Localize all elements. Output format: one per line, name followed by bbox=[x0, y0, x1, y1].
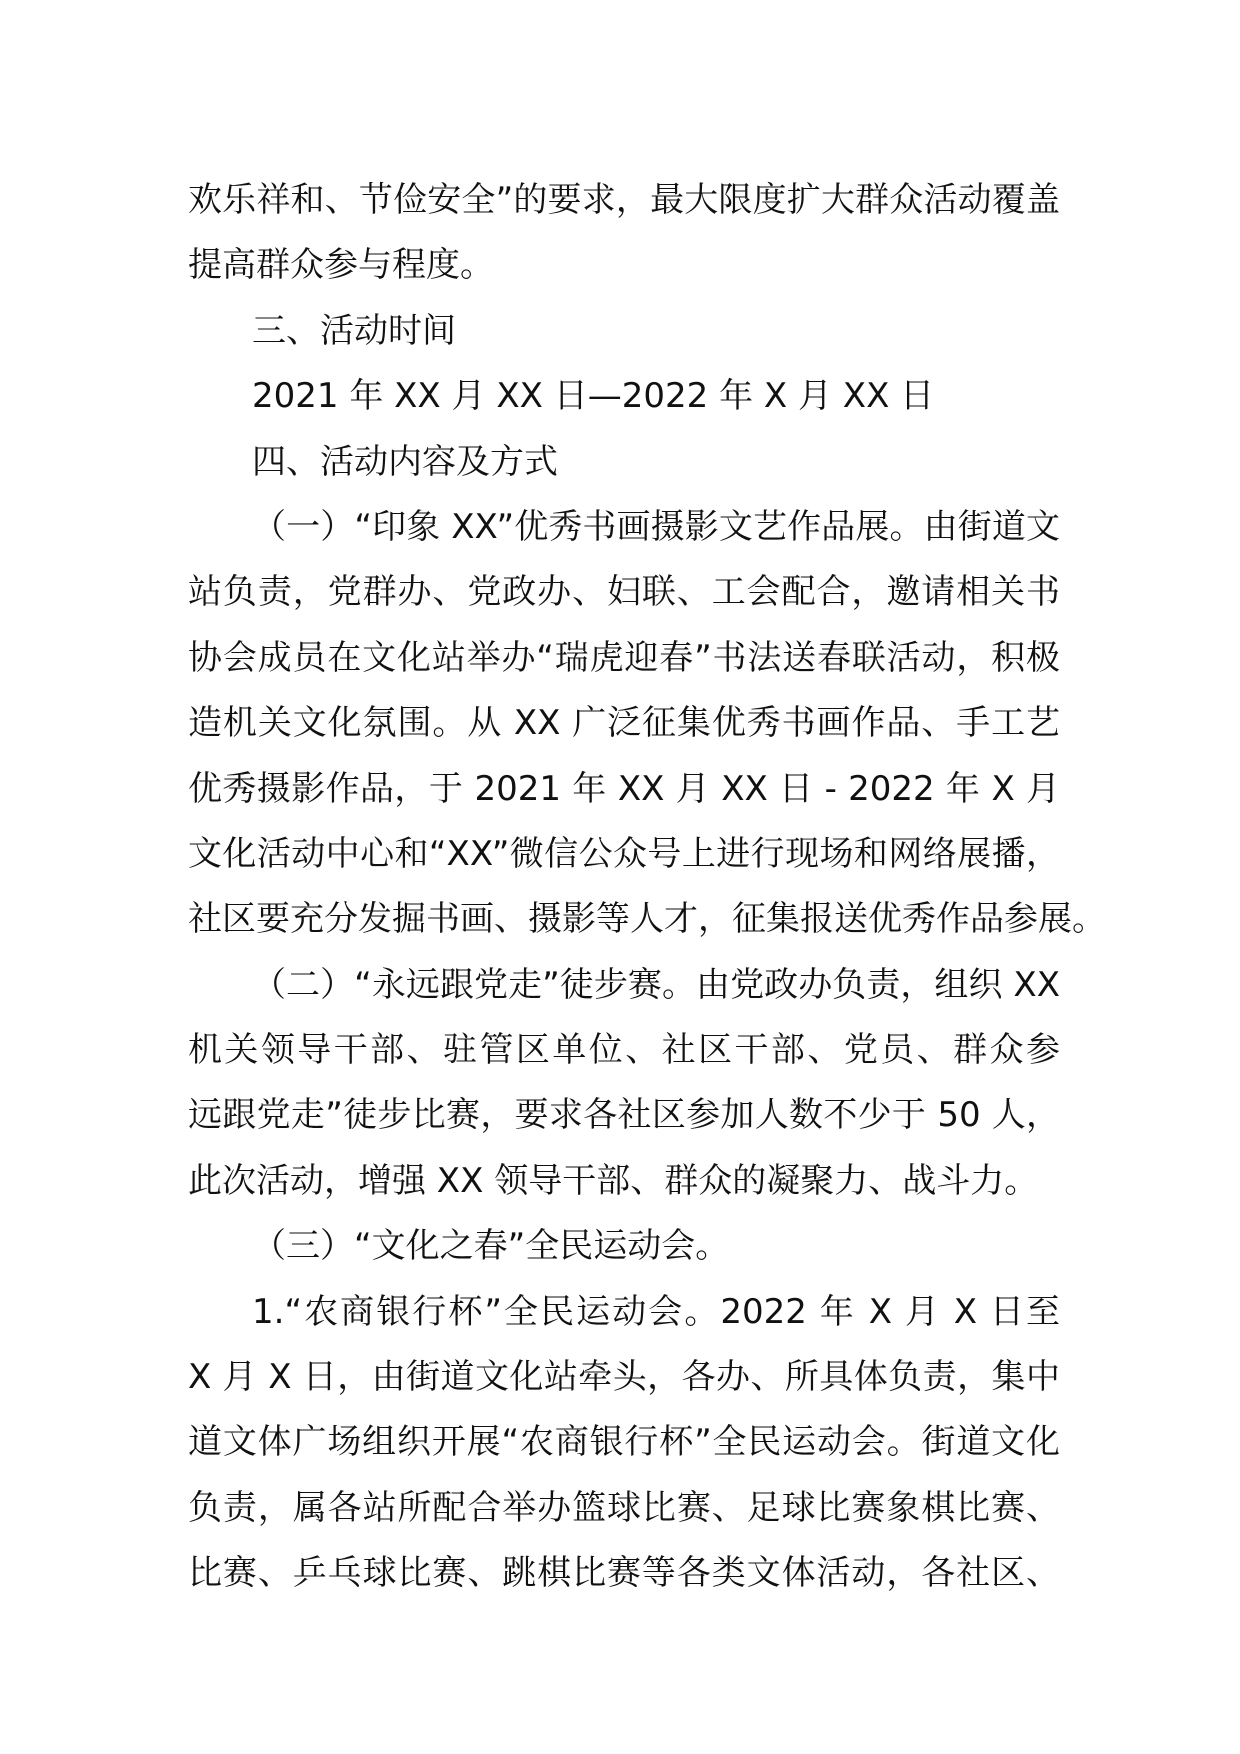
text-line: 1.“农商银行杯”全民运动会。2022 年 X 月 X 日至 bbox=[252, 1291, 1060, 1332]
text-line: （二）“永远跟党走”徒步赛。由党政办负责，组织 XX bbox=[252, 964, 1060, 1005]
text-line: 比赛、乒乓球比赛、跳棋比赛等各类文体活动，各社区、 bbox=[188, 1553, 1060, 1594]
text-line: 负责，属各站所配合举办篮球比赛、足球比赛象棋比赛、 bbox=[188, 1487, 1060, 1528]
text-line: 提高群众参与程度。 bbox=[188, 245, 494, 286]
text-line: 优秀摄影作品，于 2021 年 XX 月 XX 日 - 2022 年 X 月 bbox=[188, 768, 1060, 809]
text-line: 远跟党走”徒步比赛，要求各社区参加人数不少于 50 人， bbox=[188, 1095, 1060, 1136]
text-line: 2021 年 XX 月 XX 日—2022 年 X 月 XX 日 bbox=[252, 376, 935, 417]
text-line: 四、活动内容及方式 bbox=[252, 441, 558, 482]
text-line: X 月 X 日，由街道文化站牵头，各办、所具体负责，集中 bbox=[188, 1357, 1060, 1398]
text-line: 协会成员在文化站举办“瑞虎迎春”书法送春联活动，积极 bbox=[188, 637, 1060, 678]
text-line: 欢乐祥和、节俭安全”的要求，最大限度扩大群众活动覆盖 bbox=[188, 180, 1060, 220]
text-line: 社区要充分发掘书画、摄影等人才，征集报送优秀作品参展。 bbox=[188, 899, 1106, 940]
text-line: （一）“印象 XX”优秀书画摄影文艺作品展。由街道文 bbox=[252, 506, 1060, 547]
text-line: 造机关文化氛围。从 XX 广泛征集优秀书画作品、手工艺 bbox=[188, 703, 1060, 744]
text-line: 文化活动中心和“XX”微信公众号上进行现场和网络展播， bbox=[188, 833, 1060, 874]
text-line: 三、活动时间 bbox=[252, 310, 456, 351]
text-line: 道文体广场组织开展“农商银行杯”全民运动会。街道文化 bbox=[188, 1422, 1060, 1463]
text-line: （三）“文化之春”全民运动会。 bbox=[252, 1226, 730, 1267]
text-line: 站负责，党群办、党政办、妇联、工会配合，邀请相关书 bbox=[188, 572, 1060, 613]
document-body bbox=[188, 168, 1106, 1607]
text-line: 机关领导干部、驻管区单位、社区干部、党员、群众参 bbox=[188, 1030, 1060, 1071]
text-line: 此次活动，增强 XX 领导干部、群众的凝聚力、战斗力。 bbox=[188, 1160, 1039, 1201]
